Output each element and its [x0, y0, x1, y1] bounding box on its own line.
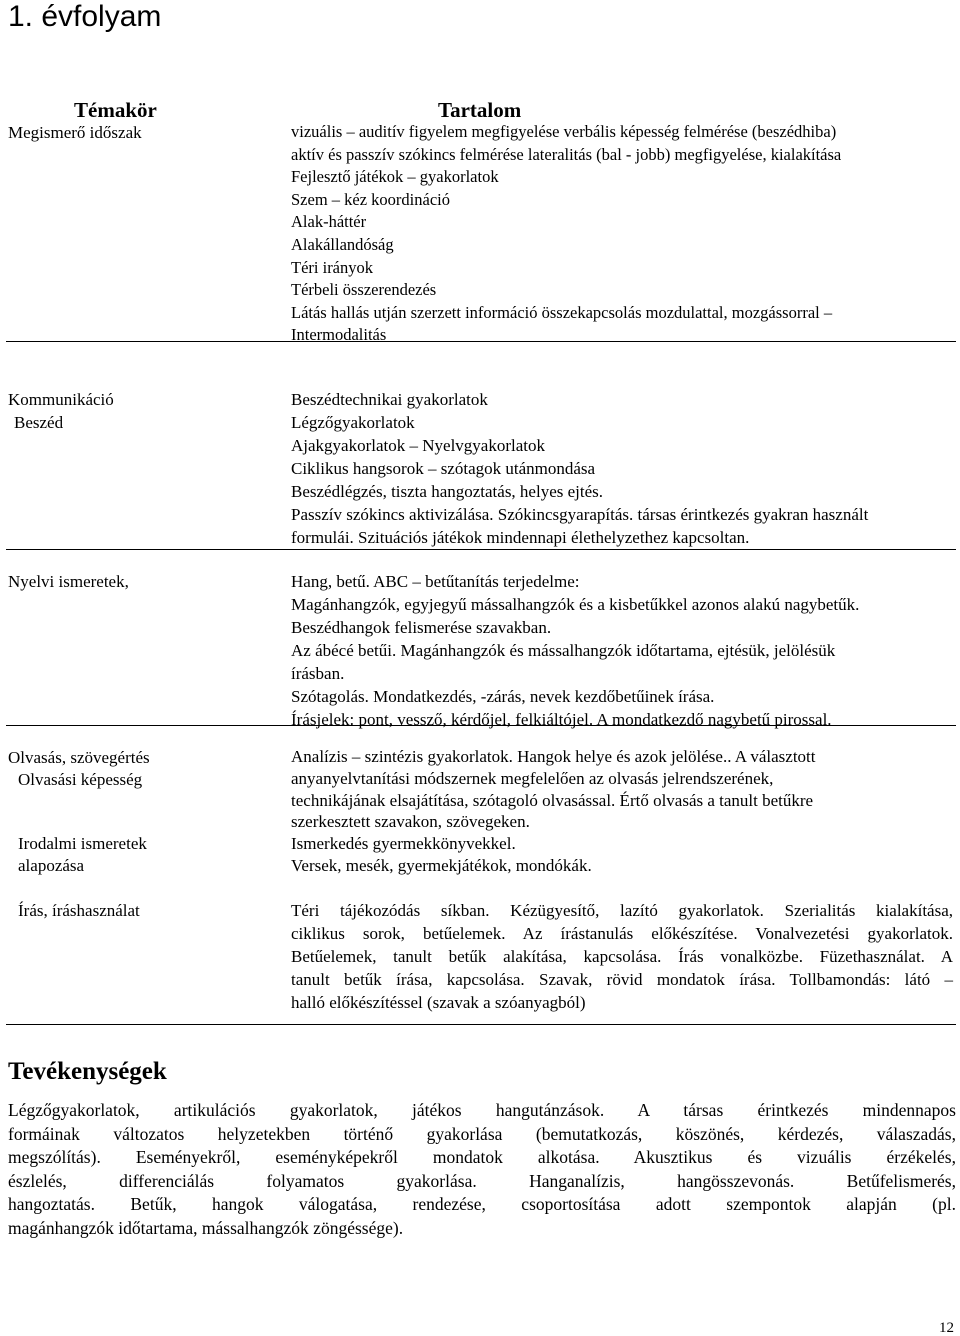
page-title: 1. évfolyam [8, 0, 162, 33]
section-divider [6, 341, 956, 342]
content-line: Alak-háttér [291, 212, 367, 232]
content-line: Beszédhangok felismerése szavakban. [291, 618, 552, 637]
column-header-topic: Témakör [74, 98, 157, 122]
activities-paragraph [8, 1099, 956, 1240]
paragraph-line: Légzőgyakorlatok, artikulációs gyakorlatok, játékos hangutánzások. A társas érintkezés mindennapos [8, 1100, 956, 1120]
content-line: Analízis – szintézis gyakorlatok. Hangok helye és azok jelölése.. A választott [291, 747, 816, 766]
content-line: anyanyelvtanítási módszernek megfelelően az olvasás jelrendszerének, [291, 768, 774, 788]
content-line: ciklikus sorok, betűelemek. Az írástanulás előkészítése. Vonalvezetési gyakorlatok. [291, 924, 953, 943]
content-line: technikájának elsajátítása, szótagoló olvasással. Értő olvasás a tanult betűkre [291, 790, 814, 810]
content-line: Téri tájékozódás síkban. Kézügyesítő, lazító gyakorlatok. Szerialitás kialakítása, [291, 901, 953, 920]
content-line: formulái. Szituációs játékok mindennapi élethelyzethez kapcsoltan. [291, 528, 750, 547]
section-label: Kommunikáció [8, 390, 114, 409]
table-bottom-rule [6, 1024, 956, 1025]
section-content [291, 746, 953, 877]
content-line: halló előkészítéssel (szavak a szóanyagból) [291, 993, 586, 1012]
content-line: Látás hallás utján szerzett információ összekapcsolás mozdulattal, mozgássorral – [291, 302, 833, 322]
section-label: Olvasás, szövegértés [8, 748, 150, 767]
section-sublabel: Olvasási képesség [18, 770, 143, 789]
content-line: Szem – kéz koordináció [291, 189, 450, 209]
content-line: Beszédlégzés, tiszta hangoztatás, helyes ejtés. [291, 482, 604, 501]
content-line: Térbeli összerendezés [291, 280, 437, 300]
section-content [291, 121, 953, 347]
section-sublabel: Beszéd [14, 413, 64, 432]
section-content [291, 570, 953, 731]
content-line: aktív és passzív szókincs felmérése lateralitás (bal - jobb) megfigyelése, kialakítása [291, 144, 842, 164]
section-label: Nyelvi ismeretek, [8, 572, 129, 591]
paragraph-line: magánhangzók időtartama, mássalhangzók zöngéssége). [8, 1217, 404, 1238]
content-line: Ajakgyakorlatok – Nyelvgyakorlatok [291, 436, 545, 455]
paragraph-line: hangoztatás. Betűk, hangok válogatása, rendezése, csoportosítása adott szempontok alapján (pl. [8, 1194, 956, 1214]
content-line: Intermodalitás [291, 325, 387, 345]
content-line: Alakállandóság [291, 234, 394, 254]
paragraph-line: észlelés, differenciálás folyamatos gyakorlása. Hanganalízis, hangösszevonás. Betűfelismerés, [8, 1170, 956, 1191]
content-line: Írásjelek: pont, vessző, kérdőjel, felkiáltójel. A mondatkezdő nagybetű pirossal. [291, 710, 832, 729]
content-line: Légzőgyakorlatok [291, 413, 415, 432]
section-divider [6, 549, 956, 550]
page-number: 12 [939, 1320, 954, 1336]
content-line: Hang, betű. ABC – betűtanítás terjedelme: [291, 572, 580, 591]
column-header-content: Tartalom [438, 98, 522, 122]
section-sublabel: Irodalmi ismeretek [18, 834, 147, 853]
section-label: Megismerő időszak [8, 123, 142, 142]
section-content [291, 388, 953, 549]
content-line: Szótagolás. Mondatkezdés, -zárás, nevek kezdőbetűinek írása. [291, 687, 715, 706]
content-line: Ismerkedés gyermekkönyvekkel. [291, 834, 516, 854]
section-sublabel: alapozása [18, 856, 85, 875]
content-line: Betűelemek, tanult betűk alakítása, kapcsolása. Írás vonalközbe. Füzethasználat. A [291, 947, 953, 966]
content-line: Ciklikus hangsorok – szótagok utánmondása [291, 459, 596, 478]
paragraph-line: megszólítás). Eseményekről, eseményképekről mondatok alkotása. Akusztikus és vizuális érzékelés, [8, 1147, 956, 1167]
section-label: Írás, íráshasználat [18, 901, 140, 920]
section-divider [6, 725, 956, 726]
section-content [291, 899, 953, 1014]
content-line: Téri irányok [291, 257, 374, 277]
content-line: Magánhangzók, egyjegyű mássalhangzók és a kisbetűkkel azonos alakú nagybetűk. [291, 595, 860, 614]
paragraph-line: formáinak változatos helyzetekben történő gyakorlása (bemutatkozás, köszönés, kérdezés, válaszadás, [8, 1123, 956, 1144]
content-line: Az ábécé betűi. Magánhangzók és mássalhangzók időtartama, ejtésük, jelölésük [291, 641, 836, 660]
content-line: Versek, mesék, gyermekjátékok, mondókák. [291, 855, 592, 875]
content-line: Fejlesztő játékok – gyakorlatok [291, 167, 499, 187]
content-line: vizuális – auditív figyelem megfigyelése verbális képesség felmérése (beszédhiba) [291, 122, 837, 141]
content-line: szerkesztett szavakon, szövegeken. [291, 812, 530, 832]
activities-heading: Tevékenységek [8, 1058, 167, 1085]
content-line: tanult betűk írása, kapcsolása. Szavak, rövid mondatok írása. Tollbamondás: látó – [291, 970, 953, 989]
content-line: Beszédtechnikai gyakorlatok [291, 390, 488, 409]
content-line: Passzív szókincs aktivizálása. Szókincsgyarapítás. társas érintkezés gyakran használt [291, 505, 869, 524]
content-line: írásban. [291, 664, 345, 683]
